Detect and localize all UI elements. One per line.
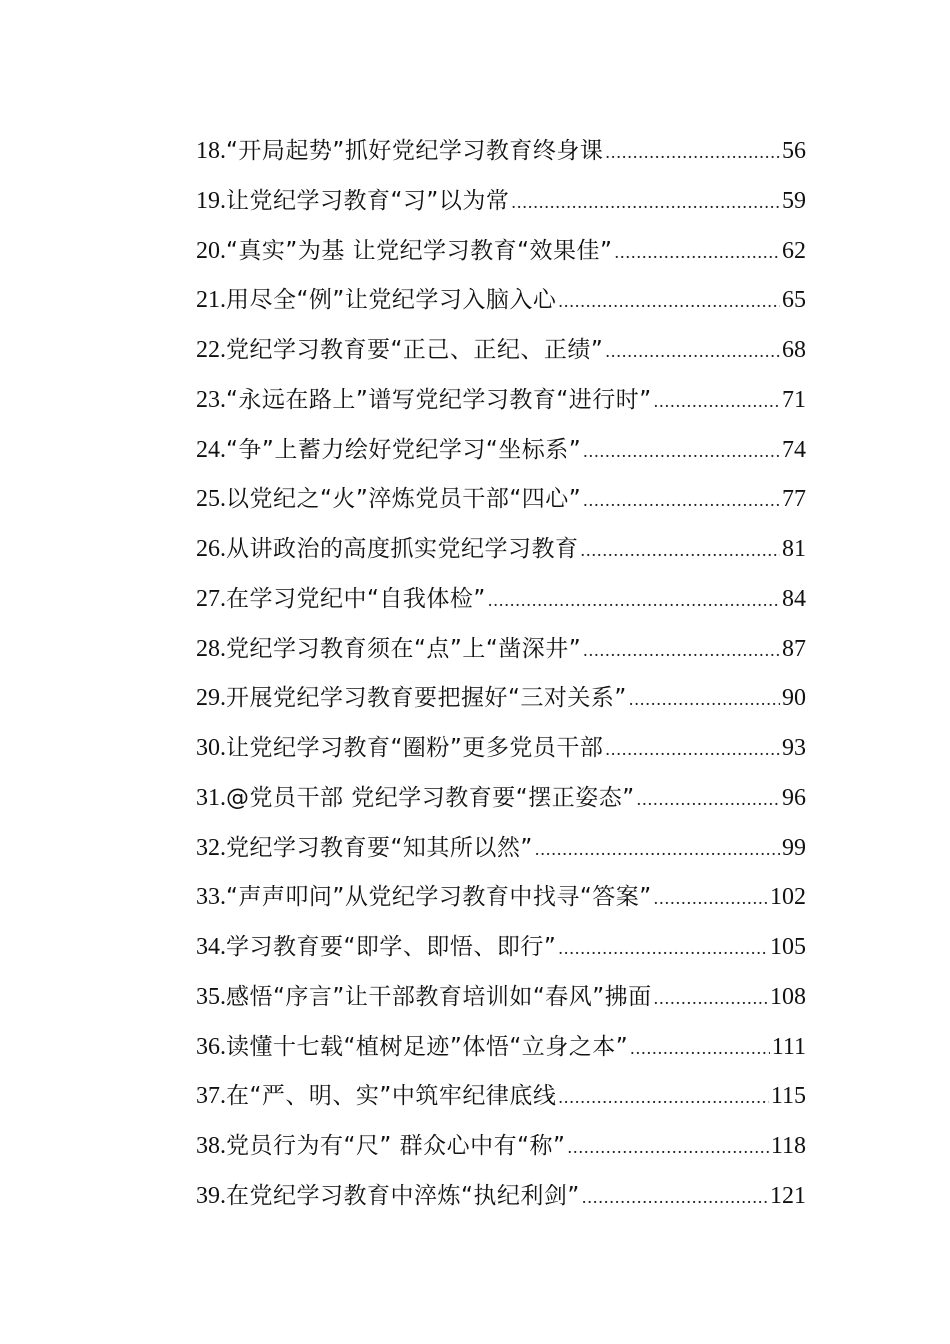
toc-entry-number: 34.	[196, 934, 226, 960]
toc-entry-title: 开展党纪学习教育要把握好“三对关系”	[226, 685, 627, 712]
toc-entry-page-number: 90	[782, 685, 806, 712]
toc-entry[interactable]	[196, 1072, 806, 1122]
toc-entry-title: 让党纪学习教育“习”以为常	[226, 187, 510, 214]
toc-entry-number: 25.	[196, 486, 226, 513]
toc-entry[interactable]	[196, 674, 806, 724]
toc-entry-title: 感悟“序言”让干部教育培训如“春风”拂面	[226, 983, 652, 1010]
toc-entry-number: 32.	[196, 834, 226, 861]
toc-entry[interactable]	[196, 426, 806, 476]
toc-entry-number: 18.	[196, 138, 226, 164]
toc-dot-leader	[614, 228, 780, 277]
toc-dot-leader	[654, 974, 768, 1023]
toc-entry[interactable]	[196, 127, 806, 177]
toc-entry-title: “永远在路上”谱写党纪学习教育“进行时”	[226, 386, 652, 413]
toc-entry[interactable]	[196, 1122, 806, 1172]
toc-dot-leader	[630, 1024, 770, 1073]
toc-entry-page-number: 62	[782, 237, 806, 264]
toc-entry-number: 39.	[196, 1182, 226, 1209]
toc-dot-leader	[629, 675, 780, 724]
toc-entry-page-number: 108	[770, 983, 806, 1010]
toc-entry-title: “争”上蓄力绘好党纪学习“坐标系”	[226, 436, 582, 463]
toc-entry-number: 38.	[196, 1133, 226, 1159]
table-of-contents	[196, 127, 806, 1222]
toc-entry[interactable]	[196, 575, 806, 625]
toc-dot-leader	[488, 576, 780, 625]
toc-entry-number: 27.	[196, 585, 226, 612]
toc-entry-number: 23.	[196, 386, 226, 413]
toc-entry-number: 36.	[196, 1033, 226, 1060]
toc-entry-page-number: 74	[782, 436, 806, 463]
toc-entry-page-number: 105	[770, 934, 806, 960]
toc-entry[interactable]	[196, 625, 806, 675]
toc-entry-number: 24.	[196, 436, 226, 463]
toc-dot-leader	[605, 327, 780, 376]
toc-dot-leader	[605, 128, 780, 177]
toc-entry-title: 在“严、明、实”中筑牢纪律底线	[226, 1083, 557, 1110]
toc-entry-number: 19.	[196, 187, 226, 214]
toc-entry-page-number: 115	[770, 1083, 806, 1110]
toc-dot-leader	[582, 1173, 768, 1222]
toc-dot-leader	[637, 775, 780, 824]
toc-dot-leader	[567, 1123, 768, 1172]
toc-entry-title: 在学习党纪中“自我体检”	[226, 585, 486, 612]
toc-entry-page-number: 59	[782, 187, 806, 214]
toc-entry-title: 党员行为有“尺” 群众心中有“称”	[226, 1133, 566, 1159]
toc-dot-leader	[583, 626, 780, 675]
toc-entry[interactable]	[196, 1172, 806, 1222]
toc-entry-page-number: 111	[771, 1033, 806, 1060]
toc-entry-page-number: 68	[782, 337, 806, 363]
toc-dot-leader	[558, 1073, 769, 1122]
toc-entry-number: 29.	[196, 685, 226, 712]
toc-entry-title: 党纪学习教育要“正己、正纪、正绩”	[226, 337, 604, 363]
toc-entry[interactable]	[196, 724, 806, 774]
toc-entry[interactable]	[196, 475, 806, 525]
toc-entry-page-number: 96	[782, 784, 806, 811]
toc-entry[interactable]	[196, 326, 806, 376]
toc-dot-leader	[535, 825, 780, 874]
toc-entry[interactable]	[196, 824, 806, 874]
toc-entry-title: “声声叩问”从党纪学习教育中找寻“答案”	[226, 884, 652, 911]
toc-entry-number: 21.	[196, 287, 226, 314]
toc-entry-title: “开局起势”抓好党纪学习教育终身课	[226, 138, 604, 164]
toc-entry[interactable]	[196, 227, 806, 277]
toc-entry-page-number: 121	[770, 1182, 806, 1209]
toc-entry-number: 30.	[196, 735, 226, 761]
toc-entry-page-number: 81	[782, 536, 806, 562]
toc-entry[interactable]	[196, 873, 806, 923]
toc-entry-title: 党纪学习教育要“知其所以然”	[226, 834, 533, 861]
toc-dot-leader	[654, 874, 768, 923]
toc-dot-leader	[654, 377, 780, 426]
toc-dot-leader	[558, 924, 768, 973]
toc-entry[interactable]	[196, 973, 806, 1023]
toc-entry-title: 以党纪之“火”淬炼党员干部“四心”	[226, 486, 582, 513]
toc-entry-title: “真实”为基 让党纪学习教育“效果佳”	[226, 237, 613, 264]
toc-entry-page-number: 99	[782, 834, 806, 861]
toc-entry-title: 读懂十七载“植树足迹”体悟“立身之本”	[226, 1033, 629, 1060]
toc-entry-title: 在党纪学习教育中淬炼“执纪利剑”	[226, 1182, 580, 1209]
toc-entry-page-number: 56	[782, 138, 806, 164]
toc-entry-page-number: 65	[782, 287, 806, 314]
toc-entry-page-number: 102	[770, 884, 806, 911]
toc-entry-page-number: 118	[770, 1133, 806, 1159]
toc-entry-number: 28.	[196, 635, 226, 662]
toc-entry-number: 35.	[196, 983, 226, 1010]
toc-entry-number: 26.	[196, 536, 226, 562]
toc-entry[interactable]	[196, 376, 806, 426]
toc-entry-number: 33.	[196, 884, 226, 911]
toc-entry-page-number: 71	[782, 386, 806, 413]
toc-dot-leader	[558, 277, 780, 326]
toc-entry-number: 22.	[196, 337, 226, 363]
toc-entry-title: 让党纪学习教育“圈粉”更多党员干部	[226, 735, 604, 761]
toc-entry[interactable]	[196, 923, 806, 973]
toc-dot-leader	[581, 526, 781, 575]
toc-dot-leader	[511, 178, 780, 227]
toc-entry-page-number: 84	[782, 585, 806, 612]
toc-entry-number: 37.	[196, 1083, 226, 1110]
toc-entry-page-number: 93	[782, 735, 806, 761]
toc-entry-title: 学习教育要“即学、即悟、即行”	[226, 934, 557, 960]
toc-entry[interactable]	[196, 177, 806, 227]
toc-entry[interactable]	[196, 774, 806, 824]
toc-entry[interactable]	[196, 1023, 806, 1073]
toc-entry[interactable]	[196, 525, 806, 575]
toc-entry[interactable]	[196, 276, 806, 326]
toc-entry-page-number: 77	[782, 486, 806, 513]
toc-entry-number: 20.	[196, 237, 226, 264]
toc-entry-title: 从讲政治的高度抓实党纪学习教育	[226, 536, 579, 562]
toc-dot-leader	[605, 725, 780, 774]
toc-dot-leader	[583, 427, 780, 476]
toc-dot-leader	[583, 476, 780, 525]
toc-entry-page-number: 87	[782, 635, 806, 662]
toc-entry-title: 用尽全“例”让党纪学习入脑入心	[226, 287, 557, 314]
toc-entry-title: @党员干部 党纪学习教育要“摆正姿态”	[226, 784, 635, 811]
toc-entry-title: 党纪学习教育须在“点”上“凿深井”	[226, 635, 582, 662]
toc-entry-number: 31.	[196, 784, 226, 811]
